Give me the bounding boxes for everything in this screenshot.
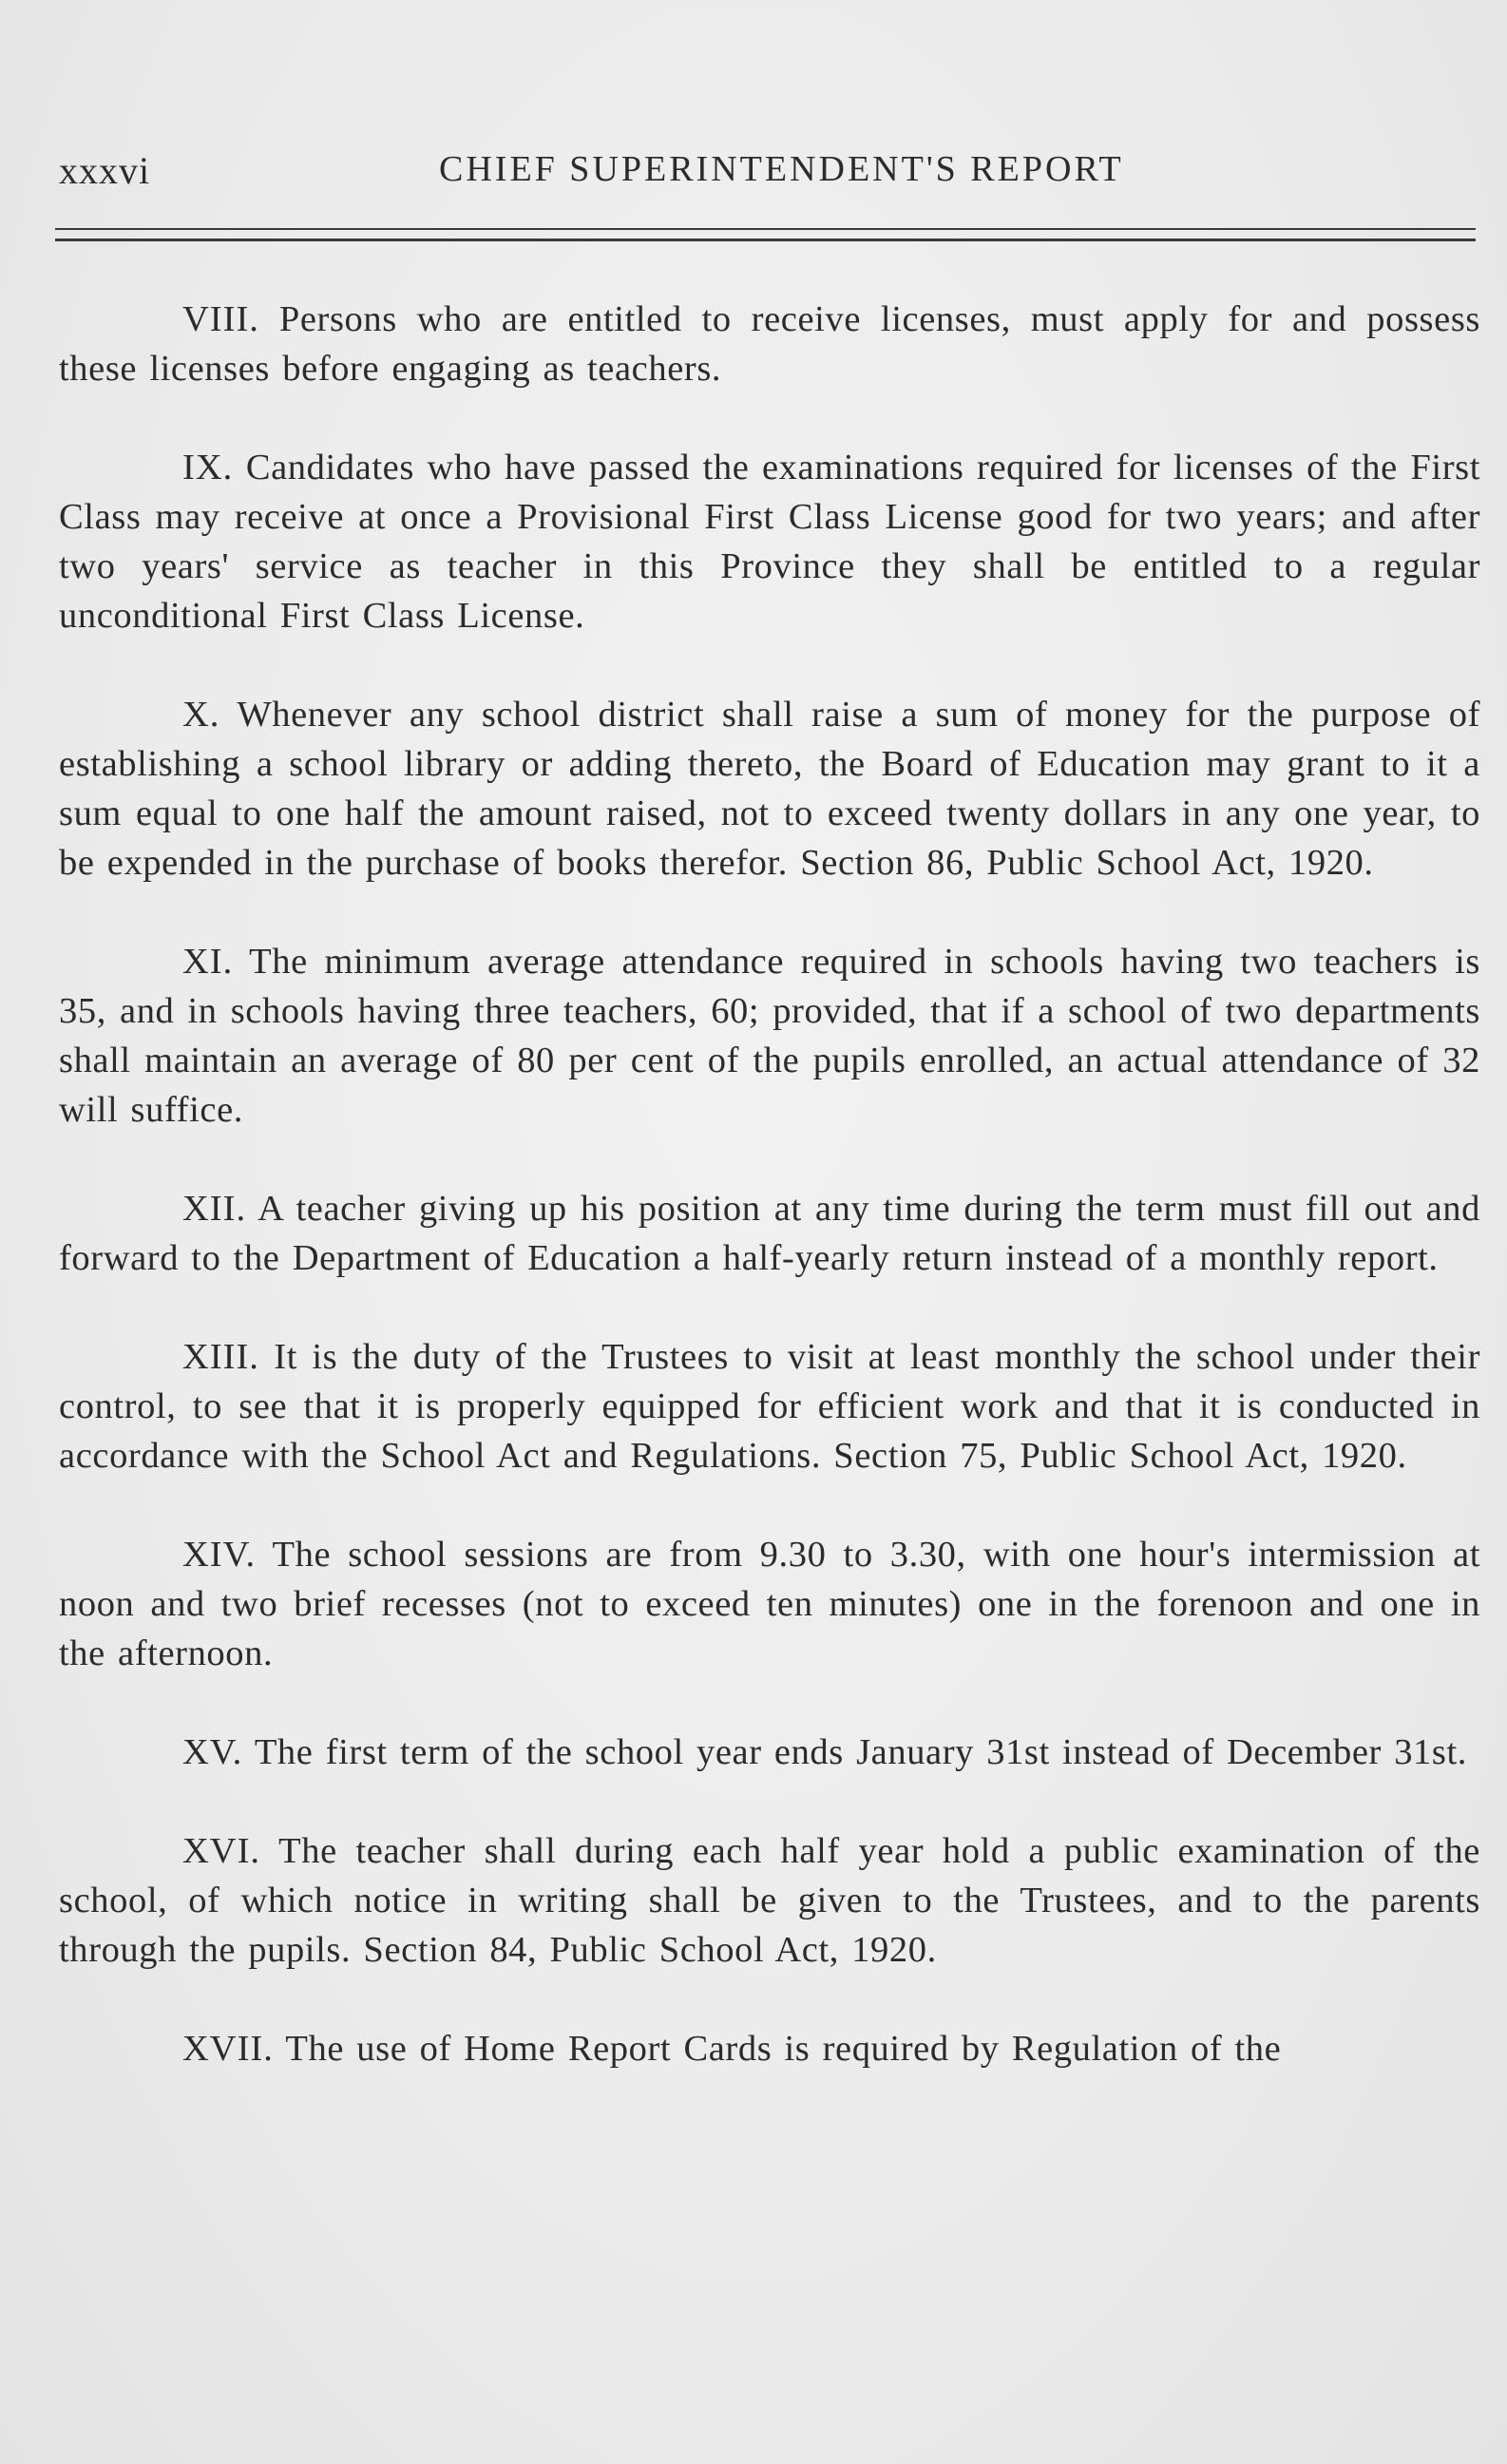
paragraph-text: The minimum average attendance required in schools having two teachers is 35, and in schools having three teachers, 60; provided, that if a school of two departments shall maintain an average of 80 per cent of the pupils enrolled, an actual attendance of 32 will suffice. (59, 942, 1480, 1130)
paragraph-xv (59, 1728, 1480, 1777)
paragraph-x (59, 690, 1480, 888)
header-rule-bottom (55, 239, 1476, 241)
paragraph-number: XIV. (182, 1535, 257, 1575)
paragraph-xiii (59, 1332, 1480, 1480)
paragraph-text: The first term of the school year ends January 31st instead of December 31st. (254, 1732, 1468, 1772)
page-number: xxxvi (59, 149, 151, 192)
paragraph-text: It is the duty of the Trustees to visit at least monthly the school under their control, to see that it is properly equipped for efficient work and that it is conducted in accordance with the School Act and Regulations. Section 75, Public School Act, 1920. (59, 1337, 1480, 1476)
paragraph-text: The use of Home Report Cards is required by Regulation of the (285, 2029, 1282, 2069)
paragraph-xi (59, 937, 1480, 1135)
paragraph-number: XV. (182, 1732, 243, 1772)
paragraph-number: XIII. (182, 1337, 259, 1377)
paragraph-xvi (59, 1826, 1480, 1975)
paragraph-number: X. (182, 695, 220, 735)
paragraph-number: XVII. (182, 2029, 274, 2069)
header-rule-top (55, 228, 1476, 230)
body-text (59, 295, 1480, 2123)
paragraph-text: The teacher shall during each half year hold a public examination of the school, of which notice in writing shall be given to the Trustees, and to the parents through the pupils. Section 84, Public School Act, 1920. (59, 1831, 1480, 1970)
paragraph-xvii (59, 2024, 1480, 2073)
paragraph-text: Persons who are entitled to receive licenses, must apply for and possess these licenses before engaging as teachers. (59, 299, 1480, 389)
paragraph-xiv (59, 1530, 1480, 1678)
running-head: CHIEF SUPERINTENDENT'S REPORT (439, 149, 1124, 189)
paragraph-text: Candidates who have passed the examinations required for licenses of the First Class may receive at once a Provisional First Class License good for two years; and after two years' service as teacher in this Province they shall be entitled to a regular unconditional First Class License. (59, 448, 1480, 636)
paragraph-ix (59, 443, 1480, 640)
paragraph-viii (59, 295, 1480, 393)
paragraph-number: VIII. (182, 299, 259, 339)
paragraph-number: IX. (182, 448, 234, 487)
paragraph-number: XI. (182, 942, 234, 982)
paragraph-number: XVI. (182, 1831, 261, 1871)
paragraph-xii (59, 1184, 1480, 1283)
paragraph-number: XII. (182, 1189, 247, 1229)
paragraph-text: Whenever any school district shall raise a sum of money for the purpose of establishing a school library or adding thereto, the Board of Education may grant to it a sum equal to one half the amount raised, not to exceed twenty dollars in any one year, to be expended in the purchase of books therefor. Section 86, Public School Act, 1920. (59, 695, 1481, 883)
page-header (59, 143, 1475, 200)
paragraph-text: The school sessions are from 9.30 to 3.30, with one hour's intermission at noon and two brief recesses (not to exceed ten minutes) one in the forenoon and one in the afternoon. (59, 1535, 1481, 1673)
paragraph-text: A teacher giving up his position at any time during the term must fill out and forward to the Department of Education a half-yearly return instead of a monthly report. (59, 1189, 1481, 1278)
